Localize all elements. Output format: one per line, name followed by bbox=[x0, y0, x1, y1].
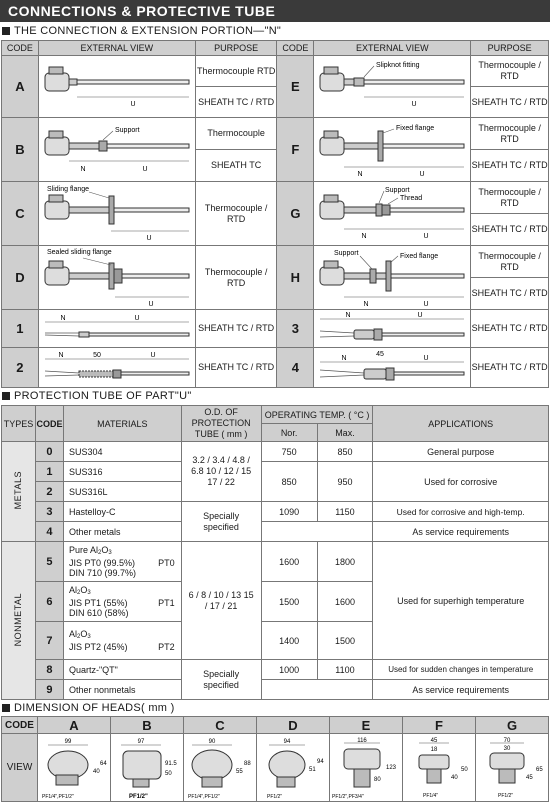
probe-drawing-g bbox=[314, 183, 469, 245]
dim-label: 50 bbox=[165, 770, 172, 777]
material-line: Al bbox=[68, 629, 77, 639]
dim-label: U bbox=[150, 351, 156, 359]
page-title: CONNECTIONS & PROTECTIVE TUBE bbox=[0, 0, 550, 22]
head-code: G bbox=[476, 717, 549, 734]
dim-label: U bbox=[419, 170, 425, 178]
code-cell: G bbox=[277, 182, 314, 246]
material-cell bbox=[63, 622, 181, 660]
callout-label: Slipknot fitting bbox=[376, 61, 420, 69]
callout-label: Sealed sliding flange bbox=[46, 248, 112, 256]
purpose-cell: Thermocouple / RTD bbox=[471, 246, 549, 278]
material-cell: SUS316 bbox=[63, 462, 181, 482]
section-heading-heads bbox=[2, 702, 175, 714]
dim-label: 94 bbox=[283, 738, 291, 745]
dim-label: N bbox=[58, 351, 64, 359]
purpose-cell: Thermocouple / RTD bbox=[195, 246, 277, 310]
type-nonmetal bbox=[2, 542, 36, 700]
sheath-drawing-3 bbox=[314, 311, 469, 347]
view-cell bbox=[38, 348, 195, 388]
probe-drawing-b bbox=[39, 119, 194, 181]
callout-label: Sliding flange bbox=[46, 185, 89, 193]
purpose-cell: Thermocouple RTD bbox=[195, 56, 277, 87]
dim-label: U bbox=[423, 354, 429, 362]
view-cell bbox=[38, 246, 195, 310]
subscript: 3 bbox=[87, 590, 91, 596]
material-cell: Other nonmetals bbox=[63, 680, 181, 700]
app-cell: General purpose bbox=[373, 442, 549, 462]
head-view-cell bbox=[38, 734, 111, 802]
head-code: B bbox=[111, 717, 184, 734]
type-metals bbox=[2, 442, 36, 542]
purpose-cell: SHEATH TC / RTD bbox=[471, 278, 549, 310]
probe-drawing-f bbox=[314, 119, 469, 181]
probe-drawing-e bbox=[314, 57, 469, 117]
dim-label: 45 bbox=[526, 774, 533, 781]
protection-tube-table bbox=[1, 405, 549, 700]
view-cell bbox=[38, 56, 195, 118]
head-view-cell bbox=[476, 734, 549, 802]
dim-label: 94 bbox=[317, 758, 324, 765]
header-purpose: PURPOSE bbox=[471, 41, 549, 56]
subscript: 3 bbox=[108, 550, 112, 556]
dim-label: 80 bbox=[374, 776, 381, 783]
code-cell: 6 bbox=[35, 582, 63, 622]
header-materials: MATERIALS bbox=[63, 406, 181, 442]
max-cell: 1500 bbox=[317, 622, 373, 660]
dim-label: 50 bbox=[461, 766, 468, 773]
head-view-cell bbox=[111, 734, 184, 802]
dim-label: 88 bbox=[244, 760, 251, 767]
purpose-cell: SHEATH TC / RTD bbox=[195, 348, 277, 388]
material-cell bbox=[63, 542, 181, 582]
dim-label: 123 bbox=[386, 764, 397, 771]
head-drawing-b bbox=[111, 735, 183, 801]
purpose-cell: SHEATH TC / RTD bbox=[471, 214, 549, 246]
material-cell: Hastelloy-C bbox=[63, 502, 181, 522]
dim-label: 55 bbox=[236, 768, 243, 775]
thread-label: PF1/4",PF1/2" bbox=[188, 793, 220, 800]
dim-label: U bbox=[134, 314, 140, 322]
grade-tag: PT2 bbox=[158, 642, 175, 652]
header-purpose: PURPOSE bbox=[195, 41, 277, 56]
header-code: CODE bbox=[35, 406, 63, 442]
dim-label: N bbox=[345, 311, 351, 319]
head-code: A bbox=[38, 717, 111, 734]
purpose-cell: Thermocouple bbox=[195, 118, 277, 150]
thread-label: PF1/2" bbox=[267, 793, 283, 800]
probe-drawing-a bbox=[39, 57, 194, 117]
subscript: 2 bbox=[76, 590, 81, 596]
material-line: Pure Al bbox=[68, 545, 98, 555]
code-cell: 4 bbox=[277, 348, 314, 388]
header-types: TYPES bbox=[2, 406, 36, 442]
nor-cell: 1000 bbox=[261, 660, 317, 680]
head-drawing-e bbox=[330, 735, 402, 801]
material-line: JIS PT1 (55%) bbox=[68, 598, 128, 608]
view-cell bbox=[314, 348, 471, 388]
dim-label: N bbox=[357, 170, 363, 178]
view-cell bbox=[314, 310, 471, 348]
dim-label: N bbox=[361, 232, 367, 240]
purpose-cell: SHEATH TC / RTD bbox=[471, 87, 549, 118]
temp-empty-cell bbox=[261, 522, 373, 542]
purpose-cell: SHEATH TC bbox=[195, 150, 277, 182]
grade-tag: PT1 bbox=[158, 598, 175, 608]
thread-label: PF1/4" bbox=[423, 792, 439, 799]
head-view-cell bbox=[330, 734, 403, 802]
view-cell bbox=[38, 118, 195, 182]
od-cell: 3.2 / 3.4 / 4.8 / 6.8 10 / 12 / 15 17 / 22 bbox=[181, 442, 261, 502]
view-cell bbox=[38, 182, 195, 246]
dim-label: 97 bbox=[137, 738, 145, 745]
code-cell: H bbox=[277, 246, 314, 310]
section-heading-text: PROTECTION TUBE OF PART"U" bbox=[14, 390, 192, 402]
view-cell bbox=[314, 118, 471, 182]
view-cell bbox=[314, 56, 471, 118]
dim-label: 45 bbox=[430, 737, 438, 744]
section-heading-text: DIMENSION OF HEADS( mm ) bbox=[14, 702, 175, 714]
head-code: D bbox=[257, 717, 330, 734]
dim-label: 18 bbox=[430, 746, 438, 753]
dim-label: N bbox=[363, 300, 369, 308]
max-cell: 1600 bbox=[317, 582, 373, 622]
subscript-element: O bbox=[101, 545, 109, 555]
head-view-cell bbox=[403, 734, 476, 802]
header-code: CODE bbox=[2, 41, 39, 56]
header-max: Max. bbox=[317, 424, 373, 442]
dim-label: 99 bbox=[64, 738, 72, 745]
square-bullet-icon bbox=[2, 27, 10, 35]
callout-label: Support bbox=[334, 249, 359, 257]
purpose-cell: SHEATH TC / RTD bbox=[195, 310, 277, 348]
header-code: CODE bbox=[2, 717, 38, 734]
header-external-view: EXTERNAL VIEW bbox=[38, 41, 195, 56]
sheath-drawing-1 bbox=[39, 311, 194, 347]
header-od: O.D. OF PROTECTION TUBE ( mm ) bbox=[181, 406, 261, 442]
app-cell: As service requirements bbox=[373, 522, 549, 542]
head-view-cell bbox=[257, 734, 330, 802]
code-cell: D bbox=[2, 246, 39, 310]
dim-label: 116 bbox=[357, 737, 367, 744]
dim-label: U bbox=[130, 100, 136, 108]
head-code: E bbox=[330, 717, 403, 734]
grade-tag: PT0 bbox=[158, 558, 175, 568]
code-cell: A bbox=[2, 56, 39, 118]
purpose-cell: SHEATH TC / RTD bbox=[471, 150, 549, 182]
max-cell: 1100 bbox=[317, 660, 373, 680]
max-cell: 1800 bbox=[317, 542, 373, 582]
purpose-cell: Thermocouple / RTD bbox=[471, 118, 549, 150]
code-cell: C bbox=[2, 182, 39, 246]
nor-cell: 1090 bbox=[261, 502, 317, 522]
subscript: 2 bbox=[98, 550, 102, 556]
dim-label: 45 bbox=[376, 350, 385, 358]
code-cell: 0 bbox=[35, 442, 63, 462]
view-cell bbox=[314, 246, 471, 310]
dim-label: U bbox=[423, 300, 429, 308]
dim-label: 50 bbox=[92, 351, 101, 359]
material-line: JIS PT0 (99.5%) bbox=[68, 558, 135, 568]
dim-label: N bbox=[80, 165, 86, 173]
section-heading-connection bbox=[2, 25, 281, 37]
subscript-element: O bbox=[80, 585, 88, 595]
probe-drawing-c bbox=[39, 183, 194, 245]
thread-label: PF1/4",PF1/2" bbox=[42, 793, 74, 800]
purpose-cell: Thermocouple / RTD bbox=[471, 182, 549, 214]
head-code: F bbox=[403, 717, 476, 734]
dim-label: 65 bbox=[536, 766, 543, 773]
nor-cell: 850 bbox=[261, 462, 317, 502]
dim-label: U bbox=[417, 311, 423, 319]
thread-label: PF1/2" bbox=[129, 793, 148, 800]
head-view-cell bbox=[184, 734, 257, 802]
app-cell: Used for sudden changes in temperature bbox=[373, 660, 549, 680]
head-drawing-a bbox=[38, 735, 110, 801]
code-cell: 1 bbox=[2, 310, 39, 348]
nor-cell: 750 bbox=[261, 442, 317, 462]
max-cell: 850 bbox=[317, 442, 373, 462]
purpose-cell: SHEATH TC / RTD bbox=[471, 310, 549, 348]
dim-label: 70 bbox=[503, 737, 511, 744]
probe-drawing-d bbox=[39, 247, 194, 309]
app-cell: Used for corrosive and high-temp. bbox=[373, 502, 549, 522]
dim-label: N bbox=[60, 314, 66, 322]
code-cell: 9 bbox=[35, 680, 63, 700]
dim-label: U bbox=[411, 100, 417, 108]
head-code: C bbox=[184, 717, 257, 734]
head-drawing-f bbox=[403, 735, 475, 801]
code-cell: 3 bbox=[277, 310, 314, 348]
material-cell: Quartz-"QT" bbox=[63, 660, 181, 680]
material-line: DIN 610 (58%) bbox=[68, 608, 129, 618]
app-cell: Used for corrosive bbox=[373, 462, 549, 502]
purpose-cell: SHEATH TC / RTD bbox=[195, 87, 277, 118]
max-cell: 1150 bbox=[317, 502, 373, 522]
sheath-drawing-2 bbox=[39, 349, 194, 387]
code-cell: 1 bbox=[35, 462, 63, 482]
probe-drawing-h bbox=[314, 247, 469, 309]
code-cell: B bbox=[2, 118, 39, 182]
dim-label: 30 bbox=[503, 745, 511, 752]
callout-label: Thread bbox=[400, 194, 423, 202]
thread-label: PF1/2",PF3/4" bbox=[332, 793, 364, 800]
max-cell: 950 bbox=[317, 462, 373, 502]
square-bullet-icon bbox=[2, 392, 10, 400]
dim-label: U bbox=[146, 234, 152, 242]
code-cell: F bbox=[277, 118, 314, 182]
app-cell: Used for superhigh temperature bbox=[373, 542, 549, 660]
nor-cell: 1500 bbox=[261, 582, 317, 622]
dim-label: 64 bbox=[100, 760, 107, 767]
od-cell: Specially specified bbox=[181, 660, 261, 700]
view-cell bbox=[314, 182, 471, 246]
material-line: Al bbox=[68, 585, 77, 595]
dim-label: 40 bbox=[93, 768, 100, 775]
code-cell: 2 bbox=[35, 482, 63, 502]
code-cell: 2 bbox=[2, 348, 39, 388]
dim-label: 51 bbox=[309, 766, 316, 773]
dim-label: U bbox=[423, 232, 429, 240]
callout-label: Support bbox=[385, 186, 410, 194]
code-cell: 5 bbox=[35, 542, 63, 582]
subscript-element: O bbox=[80, 629, 88, 639]
head-drawing-d bbox=[257, 735, 329, 801]
section-heading-protection bbox=[2, 390, 192, 402]
sheath-drawing-4 bbox=[314, 349, 469, 387]
purpose-cell: Thermocouple / RTD bbox=[195, 182, 277, 246]
header-normal: Nor. bbox=[261, 424, 317, 442]
material-line: JIS PT2 (45%) bbox=[68, 642, 128, 652]
square-bullet-icon bbox=[2, 704, 10, 712]
code-cell: 3 bbox=[35, 502, 63, 522]
thread-label: PF1/2" bbox=[498, 792, 514, 799]
header-external-view: EXTERNAL VIEW bbox=[314, 41, 471, 56]
callout-label: Fixed flange bbox=[400, 252, 439, 260]
dim-label: 40 bbox=[451, 774, 458, 781]
material-cell: SUS304 bbox=[63, 442, 181, 462]
connection-table bbox=[1, 40, 549, 388]
header-applications: APPLICATIONS bbox=[373, 406, 549, 442]
dim-label: N bbox=[341, 354, 347, 362]
head-drawing-c bbox=[184, 735, 256, 801]
od-cell: 6 / 8 / 10 / 13 15 / 17 / 21 bbox=[181, 542, 261, 660]
header-code: CODE bbox=[277, 41, 314, 56]
nor-cell: 1600 bbox=[261, 542, 317, 582]
subscript: 2 bbox=[76, 634, 81, 640]
material-cell: SUS316L bbox=[63, 482, 181, 502]
dim-label: 91.5 bbox=[165, 760, 177, 767]
view-cell bbox=[38, 310, 195, 348]
code-cell: E bbox=[277, 56, 314, 118]
view-label: VIEW bbox=[2, 734, 38, 802]
material-cell bbox=[63, 582, 181, 622]
section-heading-text: THE CONNECTION & EXTENSION PORTION—"N" bbox=[14, 25, 282, 37]
subscript: 3 bbox=[87, 634, 91, 640]
header-operating-temp: OPERATING TEMP. ( °C ) bbox=[261, 406, 373, 424]
material-line: DIN 710 (99.7%) bbox=[68, 568, 136, 578]
code-cell: 7 bbox=[35, 622, 63, 660]
callout-label: Fixed flange bbox=[396, 124, 435, 132]
type-label: METALS bbox=[13, 471, 24, 510]
purpose-cell: Thermocouple / RTD bbox=[471, 56, 549, 87]
dim-label: U bbox=[142, 165, 148, 173]
code-cell: 8 bbox=[35, 660, 63, 680]
heads-dimension-table bbox=[1, 716, 549, 802]
nor-cell: 1400 bbox=[261, 622, 317, 660]
od-cell: Specially specified bbox=[181, 502, 261, 542]
app-cell: As service requirements bbox=[373, 680, 549, 700]
dim-label: 90 bbox=[208, 738, 216, 745]
dim-label: U bbox=[148, 300, 154, 308]
code-cell: 4 bbox=[35, 522, 63, 542]
callout-label: Support bbox=[114, 126, 140, 134]
purpose-cell: SHEATH TC / RTD bbox=[471, 348, 549, 388]
temp-empty-cell bbox=[261, 680, 373, 700]
material-cell: Other metals bbox=[63, 522, 181, 542]
type-label: NONMETAL bbox=[13, 592, 24, 647]
head-drawing-g bbox=[476, 735, 548, 801]
